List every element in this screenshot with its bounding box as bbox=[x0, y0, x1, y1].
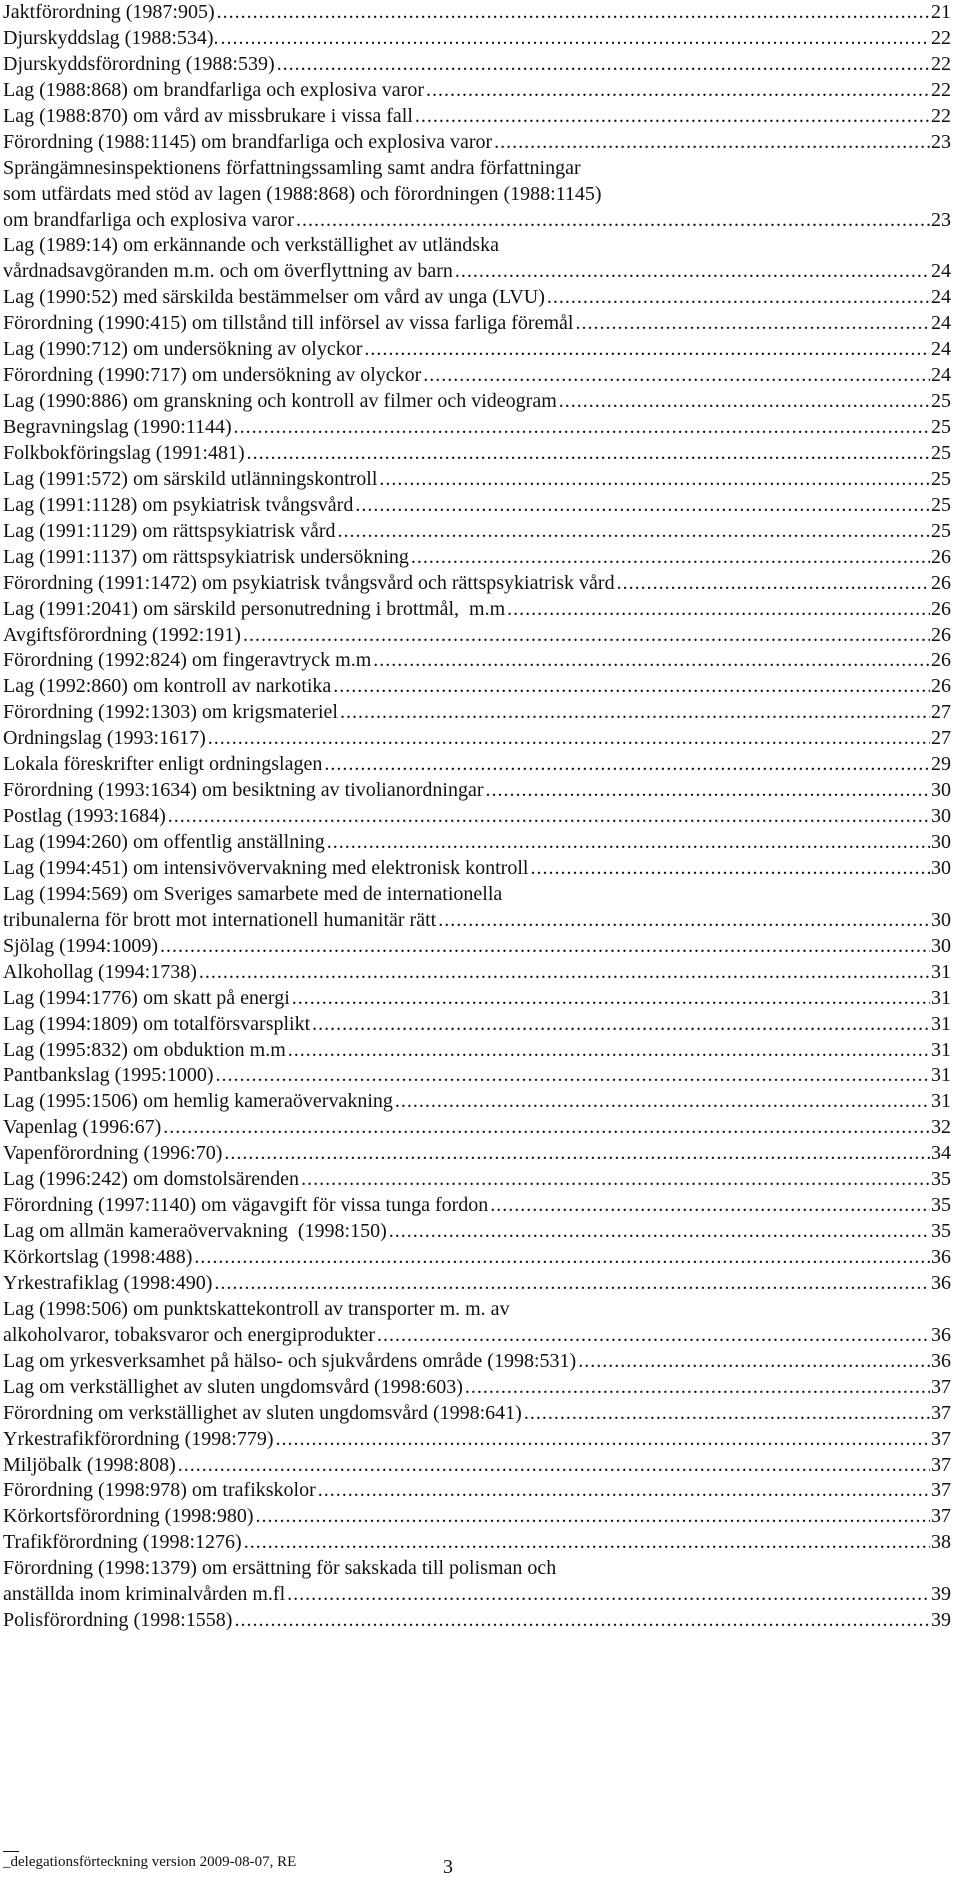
dot-leader bbox=[488, 1193, 930, 1219]
toc-page-number: 23 bbox=[931, 208, 951, 231]
toc-entry-title: Förordning (1992:824) om fingeravtryck m.m bbox=[3, 649, 372, 672]
toc-entry-title: Lag (1990:52) med särskilda bestämmelser om vård av unga (LVU) bbox=[3, 286, 545, 309]
toc-entry-title: Yrkestrafikförordning (1998:779) bbox=[3, 1427, 274, 1450]
toc-page-number: 24 bbox=[931, 364, 951, 387]
dot-leader bbox=[206, 726, 930, 752]
toc-entry-title: Folkbokföringslag (1991:481) bbox=[3, 441, 245, 464]
toc-page-number: 23 bbox=[931, 130, 951, 153]
dot-leader bbox=[353, 493, 930, 519]
dot-leader bbox=[393, 1089, 930, 1115]
toc-entry-line bbox=[3, 1245, 951, 1271]
toc-entry-title: Förordning (1990:717) om undersökning av olyckor bbox=[3, 364, 422, 387]
toc-page-number: 37 bbox=[931, 1427, 951, 1450]
toc-page-number: 37 bbox=[931, 1375, 951, 1398]
toc-entry-title: Lag (1991:572) om särskild utlänningskontroll bbox=[3, 467, 378, 490]
toc-entry-line bbox=[3, 1012, 951, 1038]
toc-entry-line bbox=[3, 597, 951, 623]
toc-entry-title: Lag (1996:242) om domstolsärenden bbox=[3, 1168, 300, 1191]
toc-page-number: 27 bbox=[931, 701, 951, 724]
toc-page-number: 24 bbox=[931, 260, 951, 283]
toc-entry-line bbox=[3, 259, 951, 285]
toc-page-number: 35 bbox=[931, 1168, 951, 1191]
toc-page-number: 25 bbox=[931, 441, 951, 464]
toc-entry-line bbox=[3, 830, 951, 856]
toc-entry-title: Förordning (1988:1145) om brandfarliga och explosiva varor bbox=[3, 130, 493, 153]
footer-page-number: 3 bbox=[443, 1856, 453, 1878]
toc-entry-line bbox=[3, 623, 951, 649]
dot-leader bbox=[232, 415, 930, 441]
toc-page-number: 30 bbox=[931, 779, 951, 802]
toc-entry-line bbox=[3, 1271, 951, 1297]
toc-entry-line bbox=[3, 26, 951, 52]
dot-leader bbox=[421, 363, 930, 389]
toc-entry-title: om brandfarliga och explosiva varor bbox=[3, 208, 295, 231]
dot-leader bbox=[331, 674, 930, 700]
toc-entry-title: Lag (1991:2041) om särskild personutredning i brottmål, m.m bbox=[3, 597, 506, 620]
toc-entry-title: vårdnadsavgöranden m.m. och om överflyttning av barn bbox=[3, 260, 453, 283]
toc-page-number: 39 bbox=[931, 1609, 951, 1632]
toc-page-number: 31 bbox=[931, 1090, 951, 1113]
dot-leader bbox=[336, 519, 930, 545]
dot-leader bbox=[409, 545, 930, 571]
dot-leader bbox=[316, 1478, 930, 1504]
dot-leader bbox=[310, 1012, 930, 1038]
toc-page-number: 37 bbox=[931, 1401, 951, 1424]
toc-entry-line bbox=[3, 1530, 951, 1556]
toc-entry-line bbox=[3, 156, 951, 182]
dot-leader bbox=[214, 1063, 930, 1089]
toc-entry-title: Avgiftsförordning (1992:191) bbox=[3, 623, 241, 646]
toc-entry-title: Miljöbalk (1998:808) bbox=[3, 1453, 176, 1476]
table-of-contents bbox=[3, 0, 951, 1634]
toc-entry-title: Lag om allmän kameraövervakning (1998:150) bbox=[3, 1220, 387, 1243]
dot-leader bbox=[615, 571, 930, 597]
toc-entry-line bbox=[3, 1323, 951, 1349]
dot-leader bbox=[522, 1401, 930, 1427]
toc-page-number: 24 bbox=[931, 312, 951, 335]
toc-entry-line bbox=[3, 493, 951, 519]
toc-entry-line bbox=[3, 856, 951, 882]
toc-entry-line bbox=[3, 1453, 951, 1479]
dot-leader bbox=[290, 986, 930, 1012]
toc-page-number: 35 bbox=[931, 1194, 951, 1217]
toc-entry-title: Lag (1990:712) om undersökning av olyckor bbox=[3, 338, 363, 361]
toc-entry-title: Lag om verkställighet av sluten ungdomsvård (1998:603) bbox=[3, 1375, 463, 1398]
toc-page-number: 25 bbox=[931, 493, 951, 516]
dot-leader bbox=[242, 1530, 930, 1556]
toc-entry-title: Lag (1995:1506) om hemlig kameraövervakning bbox=[3, 1090, 393, 1113]
toc-page-number: 31 bbox=[931, 1038, 951, 1061]
toc-entry-title: Lag om yrkesverksamhet på hälso- och sjukvårdens område (1998:531) bbox=[3, 1349, 577, 1372]
toc-entry-line bbox=[3, 1141, 951, 1167]
toc-entry-title: Ordningslag (1993:1617) bbox=[3, 727, 206, 750]
toc-entry-line bbox=[3, 1089, 951, 1115]
toc-page-number: 29 bbox=[931, 753, 951, 776]
toc-entry-line bbox=[3, 1504, 951, 1530]
toc-entry-line bbox=[3, 1401, 951, 1427]
toc-entry-line bbox=[3, 1063, 951, 1089]
toc-entry-title: Postlag (1993:1684) bbox=[3, 805, 166, 828]
toc-page-number: 34 bbox=[931, 1142, 951, 1165]
dot-leader bbox=[377, 467, 930, 493]
toc-entry-title: Pantbankslag (1995:1000) bbox=[3, 1064, 214, 1087]
toc-entry-line bbox=[3, 389, 951, 415]
toc-entry-title: Vapenlag (1996:67) bbox=[3, 1116, 162, 1139]
toc-entry-title: Vapenförordning (1996:70) bbox=[3, 1142, 223, 1165]
toc-entry-line bbox=[3, 208, 951, 234]
toc-entry-title: Förordning (1991:1472) om psykiatrisk tvångsvård och rättspsykiatrisk vård bbox=[3, 571, 615, 594]
toc-entry-line bbox=[3, 986, 951, 1012]
dot-leader bbox=[492, 130, 930, 156]
toc-entry-title: Lag (1992:860) om kontroll av narkotika bbox=[3, 675, 332, 698]
toc-entry-line bbox=[3, 1349, 951, 1375]
dot-leader bbox=[576, 1349, 930, 1375]
dot-leader bbox=[212, 1271, 930, 1297]
toc-page-number: 31 bbox=[931, 1064, 951, 1087]
dot-leader bbox=[545, 285, 930, 311]
toc-entry-line bbox=[3, 1375, 951, 1401]
dot-leader bbox=[413, 104, 930, 130]
toc-entry-title: som utfärdats med stöd av lagen (1988:868) och förordningen (1988:1145) bbox=[3, 182, 602, 205]
toc-entry-line bbox=[3, 285, 951, 311]
toc-entry-title: Förordning (1992:1303) om krigsmateriel bbox=[3, 701, 338, 724]
toc-entry-title: Alkohollag (1994:1738) bbox=[3, 960, 197, 983]
toc-page-number: 36 bbox=[931, 1323, 951, 1346]
toc-entry-line bbox=[3, 1115, 951, 1141]
toc-page-number: 22 bbox=[931, 26, 951, 49]
toc-entry-line bbox=[3, 1297, 951, 1323]
dot-leader bbox=[436, 908, 930, 934]
toc-entry-title: Trafikförordning (1998:1276) bbox=[3, 1531, 242, 1554]
toc-entry-line bbox=[3, 752, 951, 778]
toc-page-number: 30 bbox=[931, 908, 951, 931]
toc-entry-line bbox=[3, 467, 951, 493]
dot-leader bbox=[294, 208, 930, 234]
toc-entry-line bbox=[3, 78, 951, 104]
dot-leader bbox=[222, 1141, 930, 1167]
toc-entry-title: Lokala föreskrifter enligt ordningslagen bbox=[3, 753, 323, 776]
toc-entry-title: Djurskyddsförordning (1988:539) bbox=[3, 52, 275, 75]
toc-page-number: 30 bbox=[931, 856, 951, 879]
toc-page-number: 35 bbox=[931, 1220, 951, 1243]
toc-entry-line bbox=[3, 130, 951, 156]
toc-entry-line bbox=[3, 726, 951, 752]
toc-entry-title: Lag (1998:506) om punktskattekontroll av transporter m. m. av bbox=[3, 1297, 510, 1320]
toc-entry-line bbox=[3, 104, 951, 130]
toc-entry-title: Förordning (1998:978) om trafikskolor bbox=[3, 1479, 316, 1502]
dot-leader bbox=[299, 1167, 930, 1193]
toc-entry-title: Lag (1994:569) om Sveriges samarbete med de internationella bbox=[3, 882, 503, 905]
toc-entry-line bbox=[3, 233, 951, 259]
toc-page-number: 30 bbox=[931, 934, 951, 957]
toc-entry-title: Lag (1994:1776) om skatt på energi bbox=[3, 986, 290, 1009]
toc-entry-line bbox=[3, 1478, 951, 1504]
toc-entry-line bbox=[3, 545, 951, 571]
dot-leader bbox=[192, 1245, 930, 1271]
toc-page-number: 31 bbox=[931, 986, 951, 1009]
dot-leader bbox=[338, 700, 930, 726]
toc-entry-title: Lag (1991:1129) om rättspsykiatrisk vård bbox=[3, 519, 336, 542]
toc-page-number: 25 bbox=[931, 416, 951, 438]
toc-entry-line bbox=[3, 337, 951, 363]
toc-entry-line bbox=[3, 1038, 951, 1064]
footer-rule bbox=[3, 1851, 19, 1852]
toc-entry-title: Sjölag (1994:1009) bbox=[3, 934, 158, 957]
toc-page-number: 26 bbox=[931, 623, 951, 646]
toc-entry-title: Sprängämnesinspektionens författningssamling samt andra författningar bbox=[3, 156, 581, 179]
toc-entry-title: Förordning (1990:415) om tillstånd till införsel av vissa farliga föremål bbox=[3, 312, 574, 335]
dot-leader bbox=[453, 259, 930, 285]
toc-page-number: 21 bbox=[931, 1, 951, 23]
dot-leader bbox=[241, 623, 930, 649]
toc-page-number: 27 bbox=[931, 727, 951, 750]
toc-page-number: 25 bbox=[931, 467, 951, 490]
toc-entry-title: Förordning (1993:1634) om besiktning av tivolianordningar bbox=[3, 779, 484, 802]
toc-entry-line bbox=[3, 415, 951, 441]
toc-entry-title: Jaktförordning (1987:905) bbox=[3, 1, 215, 23]
toc-entry-line bbox=[3, 674, 951, 700]
toc-entry-line bbox=[3, 182, 951, 208]
toc-page-number: 39 bbox=[931, 1583, 951, 1606]
footer-document-label: _delegationsförteckning version 2009-08-07, RE bbox=[3, 1854, 297, 1870]
toc-page-number: 38 bbox=[931, 1531, 951, 1554]
toc-page-number: 37 bbox=[931, 1453, 951, 1476]
toc-entry-line bbox=[3, 1608, 951, 1634]
toc-entry-line bbox=[3, 960, 951, 986]
toc-entry-title: Lag (1990:886) om granskning och kontroll av filmer och videogram bbox=[3, 390, 557, 413]
toc-entry-line bbox=[3, 908, 951, 934]
toc-entry-line bbox=[3, 1193, 951, 1219]
toc-entry-line bbox=[3, 519, 951, 545]
toc-page-number: 26 bbox=[931, 675, 951, 698]
dot-leader bbox=[166, 804, 930, 830]
toc-entry-title: Lag (1991:1137) om rättspsykiatrisk undersökning bbox=[3, 545, 409, 568]
toc-page-number: 31 bbox=[931, 1012, 951, 1035]
toc-entry-line bbox=[3, 311, 951, 337]
toc-entry-line bbox=[3, 648, 951, 674]
toc-entry-title: Förordning om verkställighet av sluten ungdomsvård (1998:641) bbox=[3, 1401, 522, 1424]
dot-leader bbox=[219, 26, 930, 52]
toc-page-number: 24 bbox=[931, 338, 951, 361]
dot-leader bbox=[215, 0, 930, 26]
toc-entry-line bbox=[3, 1556, 951, 1582]
toc-entry-title: Förordning (1998:1379) om ersättning för sakskada till polisman och bbox=[3, 1557, 557, 1580]
dot-leader bbox=[387, 1219, 930, 1245]
dot-leader bbox=[245, 441, 930, 467]
dot-leader bbox=[176, 1453, 930, 1479]
toc-entry-title: alkoholvaror, tobaksvaror och energiprodukter bbox=[3, 1323, 376, 1346]
dot-leader bbox=[322, 752, 930, 778]
toc-entry-title: Körkortsförordning (1998:980) bbox=[3, 1505, 254, 1528]
toc-page-number: 26 bbox=[931, 545, 951, 568]
dot-leader bbox=[557, 389, 930, 415]
toc-page-number: 22 bbox=[931, 78, 951, 101]
toc-entry-title: Polisförordning (1998:1558) bbox=[3, 1609, 233, 1632]
page-footer bbox=[3, 1851, 951, 1881]
toc-page-number: 30 bbox=[931, 805, 951, 828]
toc-page-number: 30 bbox=[931, 831, 951, 853]
toc-entry-title: Lag (1989:14) om erkännande och verkställighet av utländska bbox=[3, 234, 499, 257]
toc-entry-line bbox=[3, 1219, 951, 1245]
toc-page-number: 26 bbox=[931, 597, 951, 620]
toc-page-number: 36 bbox=[931, 1246, 951, 1268]
toc-page-number: 24 bbox=[931, 286, 951, 309]
toc-entry-line bbox=[3, 1167, 951, 1193]
toc-entry-line bbox=[3, 363, 951, 389]
toc-entry-title: Lag (1994:1809) om totalförsvarsplikt bbox=[3, 1012, 311, 1035]
toc-entry-line bbox=[3, 1427, 951, 1453]
toc-page-number: 37 bbox=[931, 1505, 951, 1528]
toc-page-number: 32 bbox=[931, 1116, 951, 1139]
dot-leader bbox=[375, 1323, 930, 1349]
toc-page-number: 25 bbox=[931, 519, 951, 542]
toc-entry-title: Djurskyddslag (1988:534). bbox=[3, 26, 219, 49]
toc-page-number: 26 bbox=[931, 571, 951, 594]
dot-leader bbox=[274, 1427, 931, 1453]
toc-entry-line bbox=[3, 441, 951, 467]
toc-entry-line bbox=[3, 52, 951, 78]
dot-leader bbox=[325, 830, 930, 856]
dot-leader bbox=[158, 934, 930, 960]
toc-entry-title: Yrkestrafiklag (1998:490) bbox=[3, 1271, 213, 1294]
toc-entry-title: Lag (1988:868) om brandfarliga och explosiva varor bbox=[3, 78, 424, 101]
toc-entry-title: Förordning (1997:1140) om vägavgift för vissa tunga fordon bbox=[3, 1194, 489, 1217]
toc-entry-line bbox=[3, 700, 951, 726]
toc-page-number: 25 bbox=[931, 390, 951, 413]
dot-leader bbox=[424, 78, 930, 104]
toc-page-number: 37 bbox=[931, 1479, 951, 1502]
dot-leader bbox=[371, 648, 930, 674]
dot-leader bbox=[505, 597, 930, 623]
toc-entry-line bbox=[3, 804, 951, 830]
toc-entry-title: Lag (1994:260) om offentlig anställning bbox=[3, 831, 325, 853]
toc-page-number: 22 bbox=[931, 52, 951, 75]
toc-entry-line bbox=[3, 0, 951, 26]
toc-entry-line bbox=[3, 882, 951, 908]
dot-leader bbox=[232, 1608, 930, 1634]
toc-entry-line bbox=[3, 571, 951, 597]
toc-page-number: 22 bbox=[931, 104, 951, 127]
toc-page-number: 31 bbox=[931, 960, 951, 983]
toc-entry-title: Begravningslag (1990:1144) bbox=[3, 416, 232, 438]
toc-page-number: 26 bbox=[931, 649, 951, 672]
toc-entry-title: anställda inom kriminalvården m.fl bbox=[3, 1583, 286, 1606]
toc-page-number: 36 bbox=[931, 1349, 951, 1372]
dot-leader bbox=[362, 337, 930, 363]
dot-leader bbox=[161, 1115, 930, 1141]
toc-entry-title: Lag (1994:451) om intensivövervakning med elektronisk kontroll bbox=[3, 856, 529, 879]
dot-leader bbox=[463, 1375, 930, 1401]
dot-leader bbox=[286, 1038, 930, 1064]
dot-leader bbox=[484, 778, 931, 804]
dot-leader bbox=[528, 856, 930, 882]
dot-leader bbox=[285, 1582, 930, 1608]
dot-leader bbox=[275, 52, 930, 78]
dot-leader bbox=[254, 1504, 930, 1530]
toc-entry-line bbox=[3, 1582, 951, 1608]
toc-entry-line bbox=[3, 778, 951, 804]
toc-entry-title: Körkortslag (1998:488) bbox=[3, 1246, 193, 1268]
toc-page-number: 36 bbox=[931, 1271, 951, 1294]
toc-entry-title: Lag (1988:870) om vård av missbrukare i vissa fall bbox=[3, 104, 413, 127]
toc-entry-title: Lag (1995:832) om obduktion m.m bbox=[3, 1038, 286, 1061]
toc-entry-title: Lag (1991:1128) om psykiatrisk tvångsvård bbox=[3, 493, 354, 516]
toc-entry-line bbox=[3, 934, 951, 960]
dot-leader bbox=[197, 960, 930, 986]
toc-entry-title: tribunalerna för brott mot internationell humanitär rätt bbox=[3, 908, 437, 931]
dot-leader bbox=[573, 311, 930, 337]
